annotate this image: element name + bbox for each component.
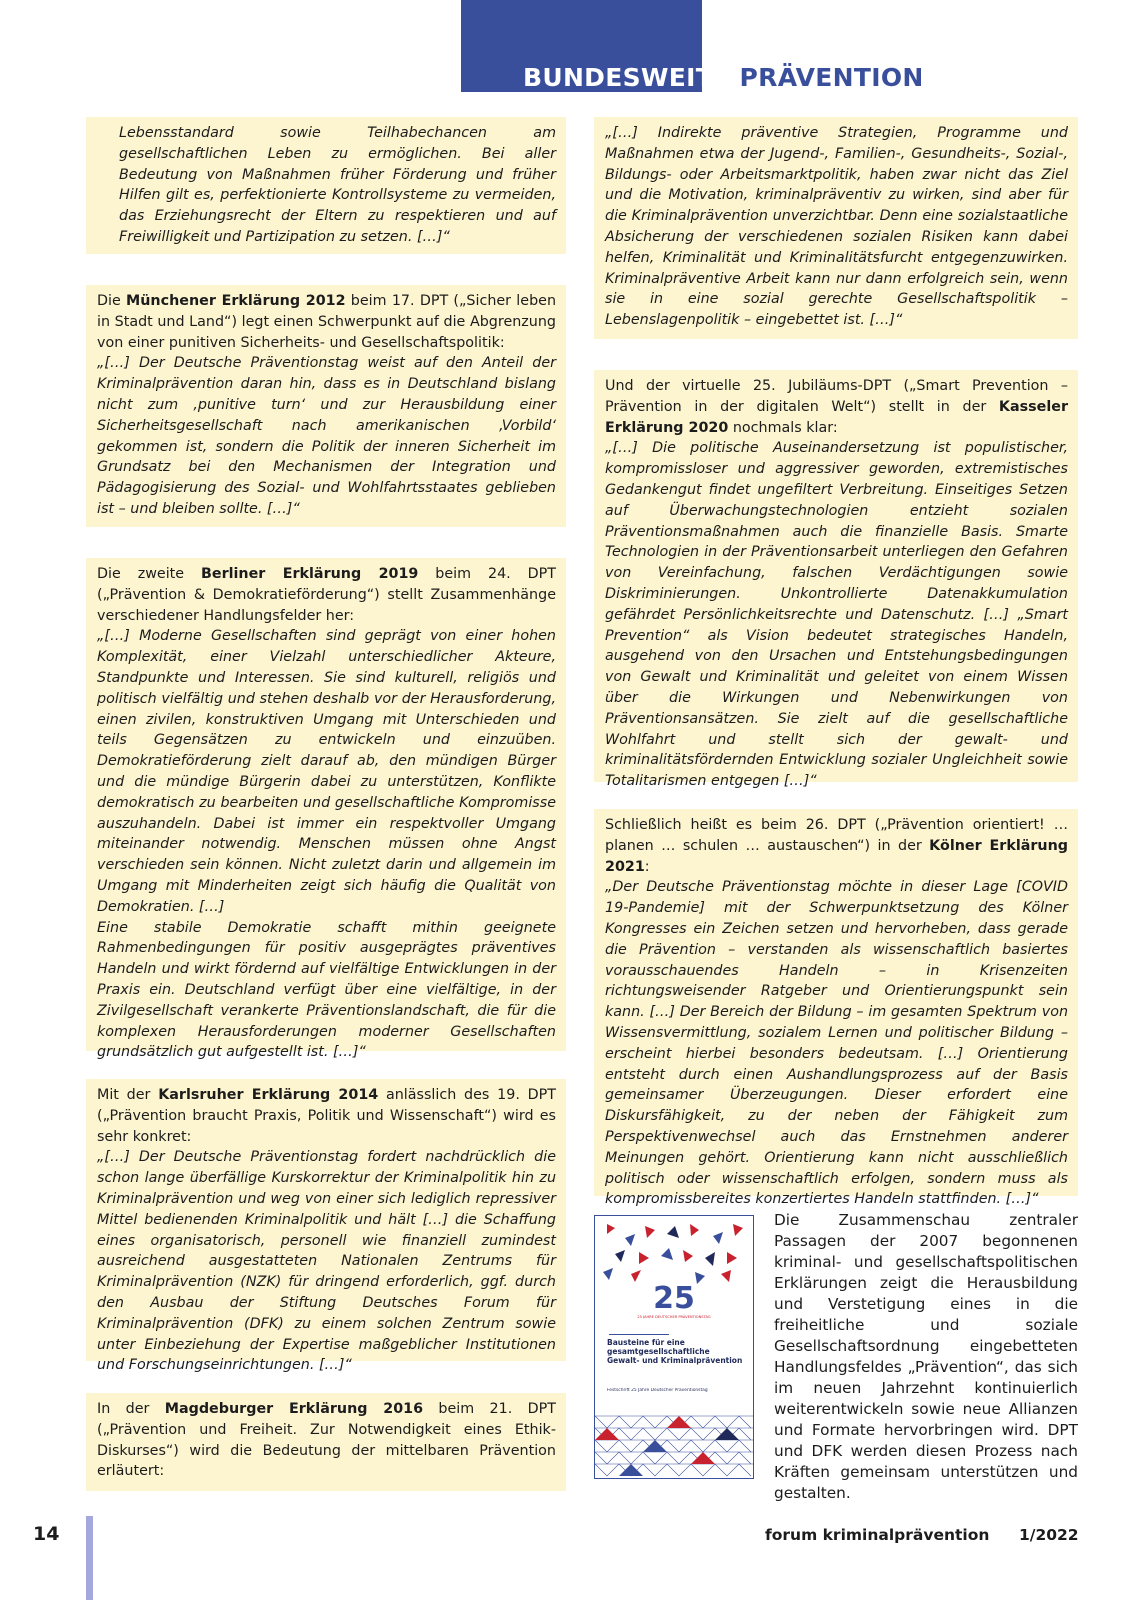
quote-text: „Der Deutsche Präventionstag möchte in dieser Lage [COVID 19-Pandemie] mit der Schwerpunktsetzung des Kölner Kongresses ein Zeichen setzen und hervorheben, dass gerade die Prävention – verstanden als wissenschaftlich basiertes vorausschauendes Handeln – in Krisenzeiten richtungsweisender Ratgeber und Orientierungspunkt sein kann. […] Der Bereich der Bildung – im gesamten Spektrum von Wissensvermittlung, sozialem Lernen und politischer Bildung – erscheint hierbei besonders bedeutsam. […] Orientierung entsteht durch einen Aushandlungsprozess auf der Basis gemeinsamer Überzeugungen. Dieser erfordert eine Diskursfähigkeit, zu der neben der Fähigkeit zum Perspektivenwechsel auch das Ernstnehmen anderer Meinungen gehört. Orientierung kann nicht ausschließlich politisch oder wissenschaftlich erfolgen, sondern muss als kompromissbereites konzertiertes Handeln stattfinden. […]“ xyxy=(605,879,1068,1208)
declaration-name: Münchener Erklärung 2012 xyxy=(126,293,346,309)
closing-paragraph: Die Zusammenschau zentraler Passagen der 2007 begonnenen kriminal- und gesellschaftspolitischen Erklärungen zeigt die Herausbildung und Verstetigung eines in die freiheitliche und soziale Gesellschaftsordnung eingebetteten Handlungsfeldes „Prävention“, das sich im neuen Jahrzehnt kontinuierlich weiterentwickeln sowie neue Allianzen und Formate hervorbringen wird. DPT und DFK werden diesen Prozess nach Kräften gemeinsam unterstützen und gestalten. xyxy=(774,1211,1078,1502)
quote-box-koeln xyxy=(594,809,1078,1208)
section-title-part2: PRÄVENTION xyxy=(739,63,924,92)
intro-text: Und der virtuelle 25. Jubiläums-DPT („Smart Prevention – Prävention in der digitalen Welt“) stellt in der Kasseler Erklärung 2020 nochmals klar: xyxy=(605,378,1068,436)
quote-text: Eine stabile Demokratie schafft mithin geeignete Rahmenbedingungen für positiv ausgeprägtes präventives Handeln und wirkt fördernd auf vielfältige Entwicklungen in der Praxis ein. Deutschland verfügt über eine vielfältige, in der Zivilgesellschaft verankerte Präventionslandschaft, die für die komplexen Herausforderungen moderner Gesellschaften grundsätzlich gut aufgestellt ist. […]“ xyxy=(97,919,556,1061)
quote-box-berlin xyxy=(86,558,566,1061)
quote-text: „[…] Der Deutsche Präventionstag weist auf den Anteil der Kriminalprävention daran hin, dass es in Deutschland bislang nicht zum ‚punitive turn‘ und zur Herausbildung einer Sicherheitsgesellschaft nach amerikanischen ‚Vorbild‘ gekommen ist, sondern die Politik der inneren Sicherheit im Grundsatz bei den Mechanismen der Integration und Pädagogisierung des Sozial- und Wohlfahrtsstaates geblieben ist – und bleiben sollte. […]“ xyxy=(97,355,556,517)
intro-text: Mit der Karlsruher Erklärung 2014 anlässlich des 19. DPT („Prävention braucht Praxis, Politik und Wissenschaft“) wird es sehr konkret: xyxy=(97,1087,556,1145)
declaration-name: Magdeburger Erklärung 2016 xyxy=(164,1401,424,1417)
cover-caption: 25 JAHRE DEUTSCHER PRÄVENTIONSTAG xyxy=(637,1315,711,1319)
quote-box-muenchen xyxy=(86,285,566,527)
quote-text: „[…] Indirekte präventive Strategien, Programme und Maßnahmen etwa der Jugend-, Familien-, Gesundheits-, Sozial-, Bildungs- oder Arbeitsmarktpolitik, haben zwar nicht das Ziel und die Motivation, kriminalpräventiv zu wirken, sind aber für die Kriminalprävention unverzichtbar. Denn eine sozialstaatliche Absicherung der verschiedenen sozialen Risiken kann dabei helfen, Kriminalität und Kriminalitätsfurcht entgegenzuwirken. Kriminalpräventive Arbeit kann nur dann erfolgreich sein, wenn sie in eine sozial gerechte Gesellschaftspolitik – Lebenslagenpolitik – eingebettet ist. […]“ xyxy=(605,125,1068,329)
declaration-name: Kölner Erklärung 2021 xyxy=(605,837,1069,875)
quote-text: „[…] Die politische Auseinandersetzung ist populistischer, kompromissloser und aggressiver geworden, extremistisches Gedankengut findet ungefiltert Verbreitung. Einseitiges Setzen auf Überwachungstechnologien entzieht sozialen Präventionsmaßnahmen auch die finanzielle Basis. Smarte Technologien in der Präventionsarbeit unterliegen den Gefahren von Vereinfachung, falschen Verdächtigungen sowie Diskriminierungen. Unkontrollierte Datenakkumulation gefährdet Persönlichkeitsrechte und Datenschutz. […] „Smart Prevention“ als Vision bedeutet strategisches Handeln, ausgehend von den Ursachen und Entstehungsbedingungen von Gewalt und Kriminalität und geleitet von einem Wissen über die Wirkungen und Nebenwirkungen von Präventionsansätzen. Sie zielt auf die gesellschaftliche Wohlfahrt und stellt sich der gewalt- und kriminalitätsfördernden Entwicklung sozialer Ungleichheit sowie Totalitarismen entgegen […]“ xyxy=(605,440,1068,790)
quote-text: „[…] Der Deutsche Präventionstag fordert nachdrücklich die schon lange überfällige Kurskorrektur der Kriminalpolitik hin zu Kriminalprävention und weg von einer sich lediglich repressiver Mittel bedienenden Kriminalpolitik und hält […] die Schaffung eines organisatorisch, personell wie finanziell zumindest ausreichend ausgestatteten Nationalen Zentrums für Kriminalprävention (NZK) für dringend erforderlich, ggf. durch den Ausbau der Stiftung Deutsches Forum für Kriminalprävention (DFK) zu einem solchen Zentrum sowie unter Einbeziehung der Expertise maßgeblicher Institutionen und Forschungseinrichtungen. […]“ xyxy=(97,1149,556,1374)
declaration-name: Kasseler Erklärung 2020 xyxy=(605,398,1068,436)
intro-text: Die Münchener Erklärung 2012 beim 17. DPT („Sicher leben in Stadt und Land“) legt einen Schwerpunkt auf die Abgrenzung von einer punitiven Sicherheits- und Gesellschaftspolitik: xyxy=(97,293,556,351)
quote-box-karlsruhe xyxy=(86,1079,566,1374)
quote-text: „[…] Moderne Gesellschaften sind geprägt von einer hohen Komplexität, einer Vielzahl unterschiedlicher Akteure, Standpunkte und Interessen. Sie sind kulturell, religiös und politisch vielfältig und stehen deshalb vor der Herausforderung, einen zivilen, konstruktiven Umgang mit Unterschieden und teils Gegensätzen zu entwickeln und einzuüben. Demokratieförderung zielt darauf ab, den mündigen Bürger und die mündige Bürgerin dabei zu unterstützen, Konflikte demokratisch zu bearbeiten und gesellschaftliche Kompromisse auszuhandeln. Dabei ist immer ein respektvoller Umgang miteinander notwendig. Menschen müssen ohne Angst verschieden sein können. Nicht zuletzt darin und allgemein im Umgang mit Minderheiten zeigt sich häufig die Qualität von Demokratien. […] xyxy=(97,628,556,915)
quote-box-continuation xyxy=(86,117,566,254)
cover-title: Bausteine für eine gesamtgesellschaftliche Gewalt- und Kriminalprävention xyxy=(607,1338,743,1365)
confetti-triangles-icon xyxy=(603,1224,743,1284)
declaration-name: Karlsruher Erklärung 2014 xyxy=(158,1087,379,1103)
book-cover-image xyxy=(594,1215,754,1479)
footer-accent-bar xyxy=(86,1516,93,1600)
intro-text: Die zweite Berliner Erklärung 2019 beim 24. DPT („Prävention & Demokratieförderung“) stellt Zusammenhänge verschiedener Handlungsfelder her: xyxy=(97,566,556,624)
book-cover-graphic xyxy=(595,1216,753,1478)
declaration-name: Berliner Erklärung 2019 xyxy=(200,566,419,582)
cover-pattern-fill-icon xyxy=(595,1416,739,1476)
quote-box-magdeburg-continued xyxy=(594,117,1078,339)
section-title xyxy=(523,63,924,92)
quote-box-magdeburg xyxy=(86,1393,566,1491)
quote-text: Lebensstandard sowie Teilhabechancen am gesellschaftlichen Leben zu ermöglichen. Bei aller Bedeutung von Maßnahmen früher Förderung und früher Hilfen gilt es, perfektionierte Kontrollsysteme zu vermeiden, das Erziehungsrecht der Eltern zu respektieren und auf Freiwilligkeit und Partizipation zu setzen. […]“ xyxy=(119,125,556,245)
page-number: 14 xyxy=(33,1523,60,1545)
cover-subtitle: Festschrift 25 Jahre Deutscher Präventionstag xyxy=(607,1388,708,1393)
intro-text: In der Magdeburger Erklärung 2016 beim 21. DPT („Prävention und Freiheit. Zur Notwendigkeit eines Ethik-Diskurses“) wird die Bedeutung der mittelbaren Prävention erläutert: xyxy=(97,1401,556,1480)
issue-number: 1/2022 xyxy=(1019,1526,1079,1544)
intro-text: Schließlich heißt es beim 26. DPT („Prävention orientiert! … planen … schulen … austauschen“) in der Kölner Erklärung 2021: xyxy=(605,817,1069,875)
section-title-part1: BUNDESWEITE xyxy=(523,63,731,92)
journal-name: forum kriminalprävention xyxy=(765,1526,990,1544)
cover-big-number: 25 xyxy=(653,1281,695,1316)
quote-box-kassel xyxy=(594,370,1078,790)
